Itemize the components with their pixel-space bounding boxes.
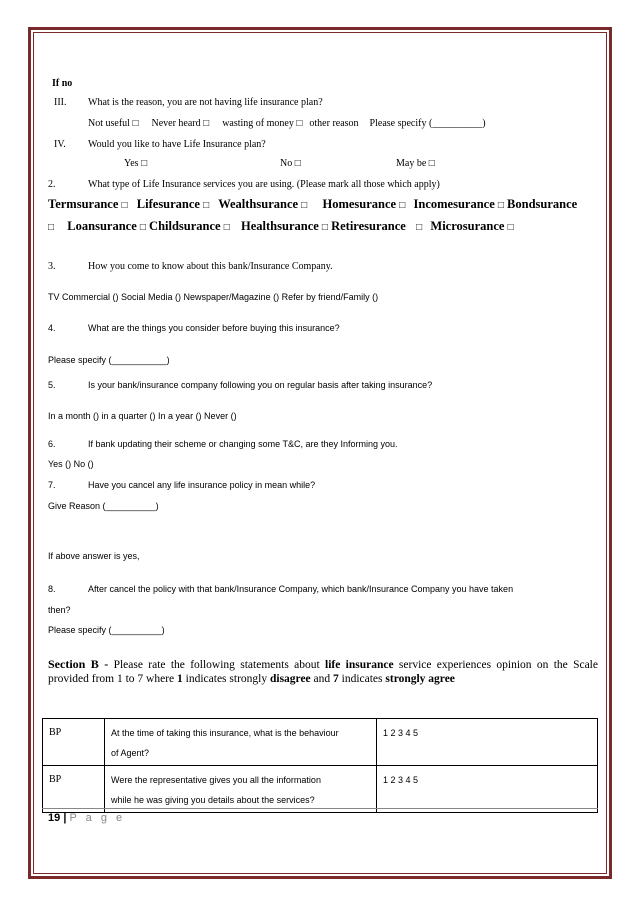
section-b-bold-life-insurance: life insurance bbox=[325, 659, 394, 671]
section-b-text-5: and bbox=[313, 673, 331, 685]
service-homesurance: Homesurance bbox=[322, 197, 397, 211]
row-statement-line2: while he was giving you details about the services? bbox=[111, 795, 315, 805]
q3-opt-wasting-money: wasting of money bbox=[222, 118, 294, 129]
checkbox-icon[interactable]: □ bbox=[507, 222, 514, 233]
footer-divider bbox=[42, 808, 598, 809]
s6-text: If bank updating their scheme or changing some T&C, are they Informing you. bbox=[88, 439, 398, 449]
service-microsurance: Microsurance bbox=[430, 219, 505, 233]
q4-opt-maybe: May be bbox=[396, 158, 427, 169]
if-no-label: If no bbox=[52, 78, 73, 89]
section-b-bold-7: 7 bbox=[333, 673, 339, 685]
page-footer bbox=[48, 812, 125, 824]
section-b-text-1: Please rate the following statements about bbox=[113, 659, 320, 671]
checkbox-icon[interactable]: □ bbox=[121, 200, 128, 211]
q3-opt-never-heard: Never heard bbox=[151, 118, 201, 129]
s3-text: How you come to know about this bank/Insurance Company. bbox=[88, 261, 333, 272]
services-row-1 bbox=[48, 197, 577, 212]
section-b-text-3: provided from 1 to 7 where bbox=[48, 673, 175, 685]
page-number: 19 bbox=[48, 812, 61, 824]
row-statement-line1: Were the representative gives you all the information bbox=[111, 775, 321, 785]
row-code: BP bbox=[43, 766, 105, 813]
service-incomesurance: Incomesurance bbox=[413, 197, 495, 211]
q4-opt-yes-group bbox=[124, 158, 147, 169]
s8-specify: Please specify (__________) bbox=[48, 625, 165, 635]
service-loansurance: Loansurance bbox=[67, 219, 137, 233]
checkbox-icon[interactable]: □ bbox=[399, 200, 406, 211]
s2-text: What type of Life Insurance services you are using. (Please mark all those which apply) bbox=[88, 179, 440, 190]
checkbox-icon[interactable]: □ bbox=[294, 158, 301, 169]
s6-options: Yes () No () bbox=[48, 459, 94, 469]
checkbox-icon[interactable]: □ bbox=[301, 200, 308, 211]
q3-opt-not-useful: Not useful bbox=[88, 118, 130, 129]
checkbox-icon[interactable]: □ bbox=[203, 118, 210, 129]
service-wealthsurance: Wealthsurance bbox=[218, 197, 299, 211]
q3-opt-other-reason: other reason bbox=[309, 118, 359, 129]
s4-number: 4. bbox=[48, 323, 56, 333]
row-scale[interactable]: 1 2 3 4 5 bbox=[377, 719, 598, 766]
service-termsurance: Termsurance bbox=[48, 197, 119, 211]
row-statement-line1: At the time of taking this insurance, what is the behaviour bbox=[111, 728, 339, 738]
q4-opt-yes: Yes bbox=[124, 158, 139, 169]
q4-number: IV. bbox=[54, 139, 66, 150]
checkbox-icon[interactable]: □ bbox=[223, 222, 230, 233]
q4-opt-maybe-group bbox=[396, 158, 435, 169]
checkbox-icon[interactable]: □ bbox=[428, 158, 435, 169]
s5-text: Is your bank/insurance company following you on regular basis after taking insurance? bbox=[88, 380, 433, 390]
section-b-bold-strongly-agree: strongly agree bbox=[385, 673, 455, 685]
s7-reason: Give Reason (__________) bbox=[48, 501, 159, 511]
s8-text: After cancel the policy with that bank/Insurance Company, which bank/Insurance Company you have taken bbox=[88, 584, 514, 594]
section-b-text-2: service experiences opinion on the Scale bbox=[398, 659, 598, 671]
s7-text: Have you cancel any life insurance policy in mean while? bbox=[88, 480, 316, 490]
s2-number: 2. bbox=[48, 179, 56, 190]
row-code: BP bbox=[43, 719, 105, 766]
s3-options: TV Commercial () Social Media () Newspaper/Magazine () Refer by friend/Family () bbox=[48, 292, 379, 302]
checkbox-icon[interactable]: □ bbox=[48, 222, 55, 233]
checkbox-icon[interactable]: □ bbox=[203, 200, 210, 211]
q3-number: III. bbox=[54, 97, 67, 108]
checkbox-icon[interactable]: □ bbox=[296, 118, 303, 129]
services-row-2 bbox=[48, 219, 514, 234]
service-retiresurance: Retiresurance bbox=[331, 219, 406, 233]
s8-continuation: then? bbox=[48, 605, 71, 615]
service-healthsurance: Healthsurance bbox=[241, 219, 319, 233]
s4-text: What are the things you consider before buying this insurance? bbox=[88, 323, 340, 333]
s6-number: 6. bbox=[48, 439, 56, 449]
s5-number: 5. bbox=[48, 380, 56, 390]
page-word: P a g e bbox=[69, 812, 126, 824]
row-statement-line2: of Agent? bbox=[111, 748, 150, 758]
if-yes-label: If above answer is yes, bbox=[48, 551, 140, 561]
rating-table bbox=[42, 718, 598, 813]
table-row bbox=[43, 766, 598, 813]
q4-text: Would you like to have Life Insurance plan? bbox=[88, 139, 266, 150]
checkbox-icon[interactable]: □ bbox=[497, 200, 504, 211]
service-childsurance: Childsurance bbox=[149, 219, 221, 233]
q4-opt-no-group bbox=[280, 158, 301, 169]
checkbox-icon[interactable]: □ bbox=[132, 118, 139, 129]
section-b-text-6: indicates bbox=[341, 673, 383, 685]
service-lifesurance: Lifesurance bbox=[136, 197, 200, 211]
row-scale[interactable]: 1 2 3 4 5 bbox=[377, 766, 598, 813]
s5-options: In a month () in a quarter () In a year () Never () bbox=[48, 411, 237, 421]
s4-specify: Please specify (___________) bbox=[48, 355, 170, 365]
section-b-bold-disagree: disagree bbox=[269, 673, 311, 685]
s7-number: 7. bbox=[48, 480, 56, 490]
section-b-line1 bbox=[48, 656, 598, 674]
q3-specify: Please specify (__________) bbox=[369, 118, 486, 129]
checkbox-icon[interactable]: □ bbox=[416, 222, 423, 233]
q4-opt-no: No bbox=[280, 158, 293, 169]
section-b-bold-1: 1 bbox=[177, 673, 183, 685]
q3-options bbox=[88, 118, 486, 129]
page-separator: | bbox=[63, 812, 67, 824]
section-b-line2 bbox=[48, 673, 455, 685]
section-b-label: Section B - bbox=[48, 657, 109, 671]
s3-number: 3. bbox=[48, 261, 56, 272]
q3-text: What is the reason, you are not having life insurance plan? bbox=[88, 97, 323, 108]
table-row bbox=[43, 719, 598, 766]
section-b-text-4: indicates strongly bbox=[185, 673, 268, 685]
checkbox-icon[interactable]: □ bbox=[321, 222, 328, 233]
s8-number: 8. bbox=[48, 584, 56, 594]
row-statement bbox=[105, 766, 377, 813]
checkbox-icon[interactable]: □ bbox=[141, 158, 148, 169]
checkbox-icon[interactable]: □ bbox=[139, 222, 146, 233]
row-statement bbox=[105, 719, 377, 766]
service-bondsurance: Bondsurance bbox=[507, 197, 578, 211]
